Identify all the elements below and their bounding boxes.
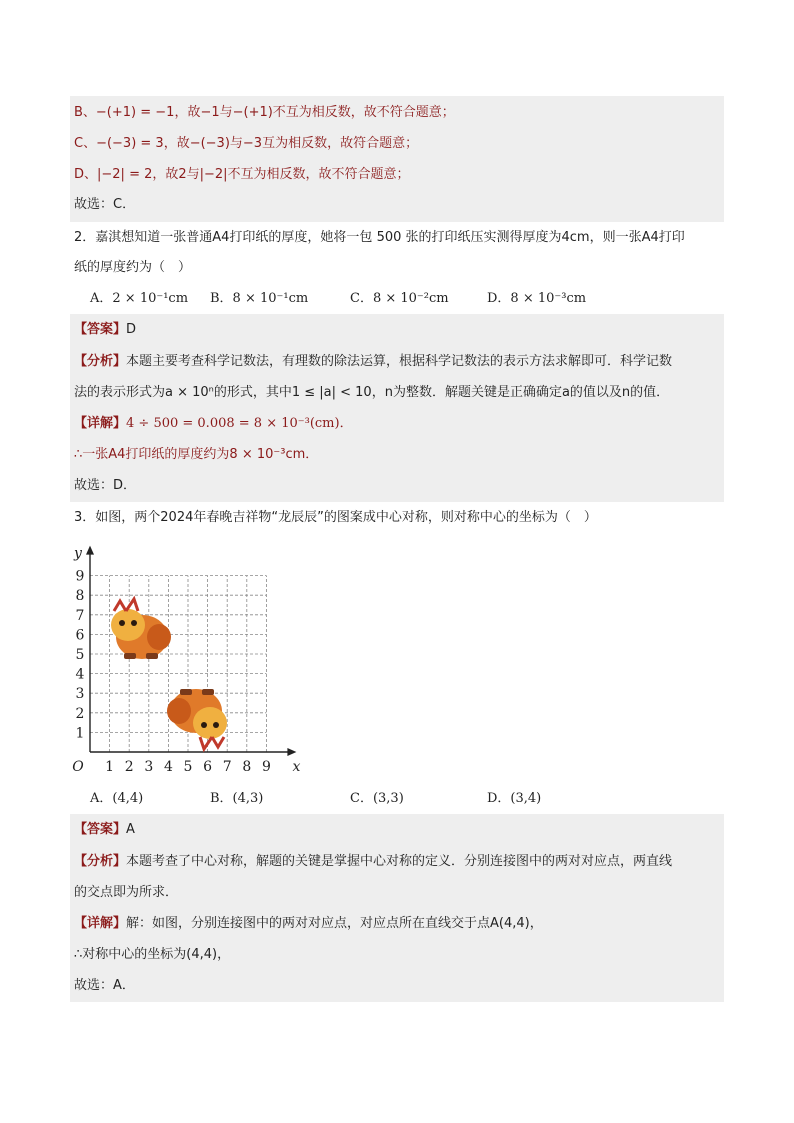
- solution-block-q2: [70, 314, 724, 502]
- x-tick-label: 6: [203, 759, 213, 775]
- mascot-1-eye: [119, 620, 125, 626]
- mascot-1-eye: [131, 620, 137, 626]
- q2-stem-line-1: 2．嘉淇想知道一张普通A4打印纸的厚度，她将一包 500 张的打印纸压实测得厚度为4cm，则一张A4打印: [74, 230, 685, 245]
- q2-stem-line-2: 纸的厚度约为（ ）: [74, 260, 192, 275]
- q3-analysis-line-1: [74, 853, 672, 871]
- solution-block-q3: [70, 814, 724, 1002]
- q2-option-d: D．8 × 10⁻³cm: [487, 291, 587, 306]
- q3-detail-text-1: 解：如图，分别连接图中的两对对应点，对应点所在直线交于点A(4,4)，: [126, 916, 543, 931]
- q2-option-b: B．8 × 10⁻¹cm: [210, 291, 309, 306]
- mascot-2-eye: [213, 722, 219, 728]
- x-tick-label: 5: [183, 759, 193, 775]
- mascot-2-foot: [202, 689, 214, 695]
- q3-detail-line-1: [74, 915, 543, 933]
- y-tick-label: 4: [75, 666, 85, 683]
- q2-detail-tag: 【详解】: [74, 416, 127, 431]
- q2-option-c: C．8 × 10⁻²cm: [350, 291, 449, 306]
- mascot-1-foot: [124, 653, 136, 659]
- q3-answer-line: [74, 821, 135, 839]
- q1-option-c-explanation: C、−(−3) = 3，故−(−3)与−3互为相反数，故符合题意；: [74, 136, 419, 151]
- q3-detail-line-2: ∴对称中心的坐标为(4,4)，: [74, 947, 231, 962]
- x-tick-label: 2: [124, 759, 134, 775]
- mascot-2-eye: [201, 722, 207, 728]
- q2-analysis-tag: 【分析】: [74, 354, 127, 369]
- q3-analysis-text-1: 本题考查了中心对称，解题的关键是掌握中心对称的定义．分别连接图中的两对对应点，两直线: [126, 854, 673, 869]
- x-tick-label: 7: [222, 759, 232, 775]
- x-tick-label: 4: [163, 759, 173, 775]
- y-tick-label: 7: [75, 607, 85, 624]
- y-tick-label: 3: [75, 686, 85, 703]
- q3-option-c: C．(3,3): [350, 791, 404, 806]
- x-axis-label: x: [292, 759, 301, 775]
- y-tick-label: 1: [75, 725, 85, 742]
- coordinate-figure: [68, 540, 308, 780]
- q3-choose: 故选：A．: [74, 978, 135, 993]
- q2-answer-tag: 【答案】: [74, 322, 127, 337]
- q1-choose: 故选：C．: [74, 197, 136, 212]
- q2-detail-line-1: [74, 415, 353, 433]
- dragon-mascot-1: [111, 599, 171, 659]
- mascot-2-head: [193, 707, 227, 739]
- q2-choose: 故选：D．: [74, 478, 137, 493]
- y-tick-label: 5: [75, 647, 85, 663]
- q2-answer-value: D: [126, 322, 137, 337]
- q3-detail-tag: 【详解】: [74, 916, 127, 931]
- y-axis-label: y: [74, 545, 82, 562]
- mascot-1-foot: [146, 653, 158, 659]
- y-tick-label: 2: [75, 705, 85, 722]
- q3-stem: 3．如图，两个2024年春晚吉祥物“龙辰辰”的图案成中心对称，则对称中心的坐标为（ ）: [74, 510, 597, 525]
- q3-analysis-line-2: 的交点即为所求．: [74, 885, 179, 900]
- q1-option-b-explanation: B、−(+1) = −1，故−1与−(+1)不互为相反数，故不符合题意；: [74, 105, 455, 120]
- q2-analysis-line-2: 法的表示形式为a × 10ⁿ的形式，其中1 ≤ |a| < 10，n为整数．解题关键是正确确定a的值以及n的值．: [74, 385, 670, 400]
- mascot-2-mane: [200, 737, 224, 749]
- q2-answer-line: [74, 321, 136, 339]
- q2-detail-text-1: 4 ÷ 500 = 0.008 = 8 × 10⁻³(cm)．: [126, 416, 353, 431]
- x-tick-label: 9: [261, 759, 271, 775]
- y-tick-label: 9: [75, 568, 85, 585]
- mascot-1-tail: [147, 624, 171, 650]
- mascot-2-tail: [167, 698, 191, 724]
- x-tick-label: 1: [105, 759, 115, 775]
- mascot-2-foot: [180, 689, 192, 695]
- q1-option-d-explanation: D、|−2| = 2，故2与|−2|不互为相反数，故不符合题意；: [74, 167, 410, 182]
- q3-answer-tag: 【答案】: [74, 822, 127, 837]
- q2-analysis-text-1: 本题主要考查科学记数法，有理数的除法运算，根据科学记数法的表示方法求解即可．科学记数: [126, 354, 673, 369]
- q3-answer-value: A: [126, 822, 135, 837]
- q2-option-a: A．2 × 10⁻¹cm: [90, 291, 189, 306]
- dragon-mascot-2: [167, 689, 227, 749]
- mascot-1-mane: [114, 599, 138, 611]
- q3-option-a: A．(4,4): [90, 791, 144, 806]
- x-tick-label: 3: [144, 759, 154, 775]
- origin-label: O: [72, 759, 84, 775]
- q3-option-d: D．(3,4): [487, 791, 542, 806]
- x-tick-label: 8: [242, 759, 252, 775]
- q3-analysis-tag: 【分析】: [74, 854, 127, 869]
- q3-option-b: B．(4,3): [210, 791, 264, 806]
- mascot-1-head: [111, 609, 145, 641]
- y-tick-label: 6: [75, 627, 85, 644]
- y-axis-arrow: [86, 546, 94, 555]
- x-axis-arrow: [287, 748, 296, 756]
- y-tick-label: 8: [75, 588, 85, 605]
- q2-analysis-line-1: [74, 353, 672, 371]
- q2-detail-line-2: ∴一张A4打印纸的厚度约为8 × 10⁻³cm．: [74, 447, 319, 462]
